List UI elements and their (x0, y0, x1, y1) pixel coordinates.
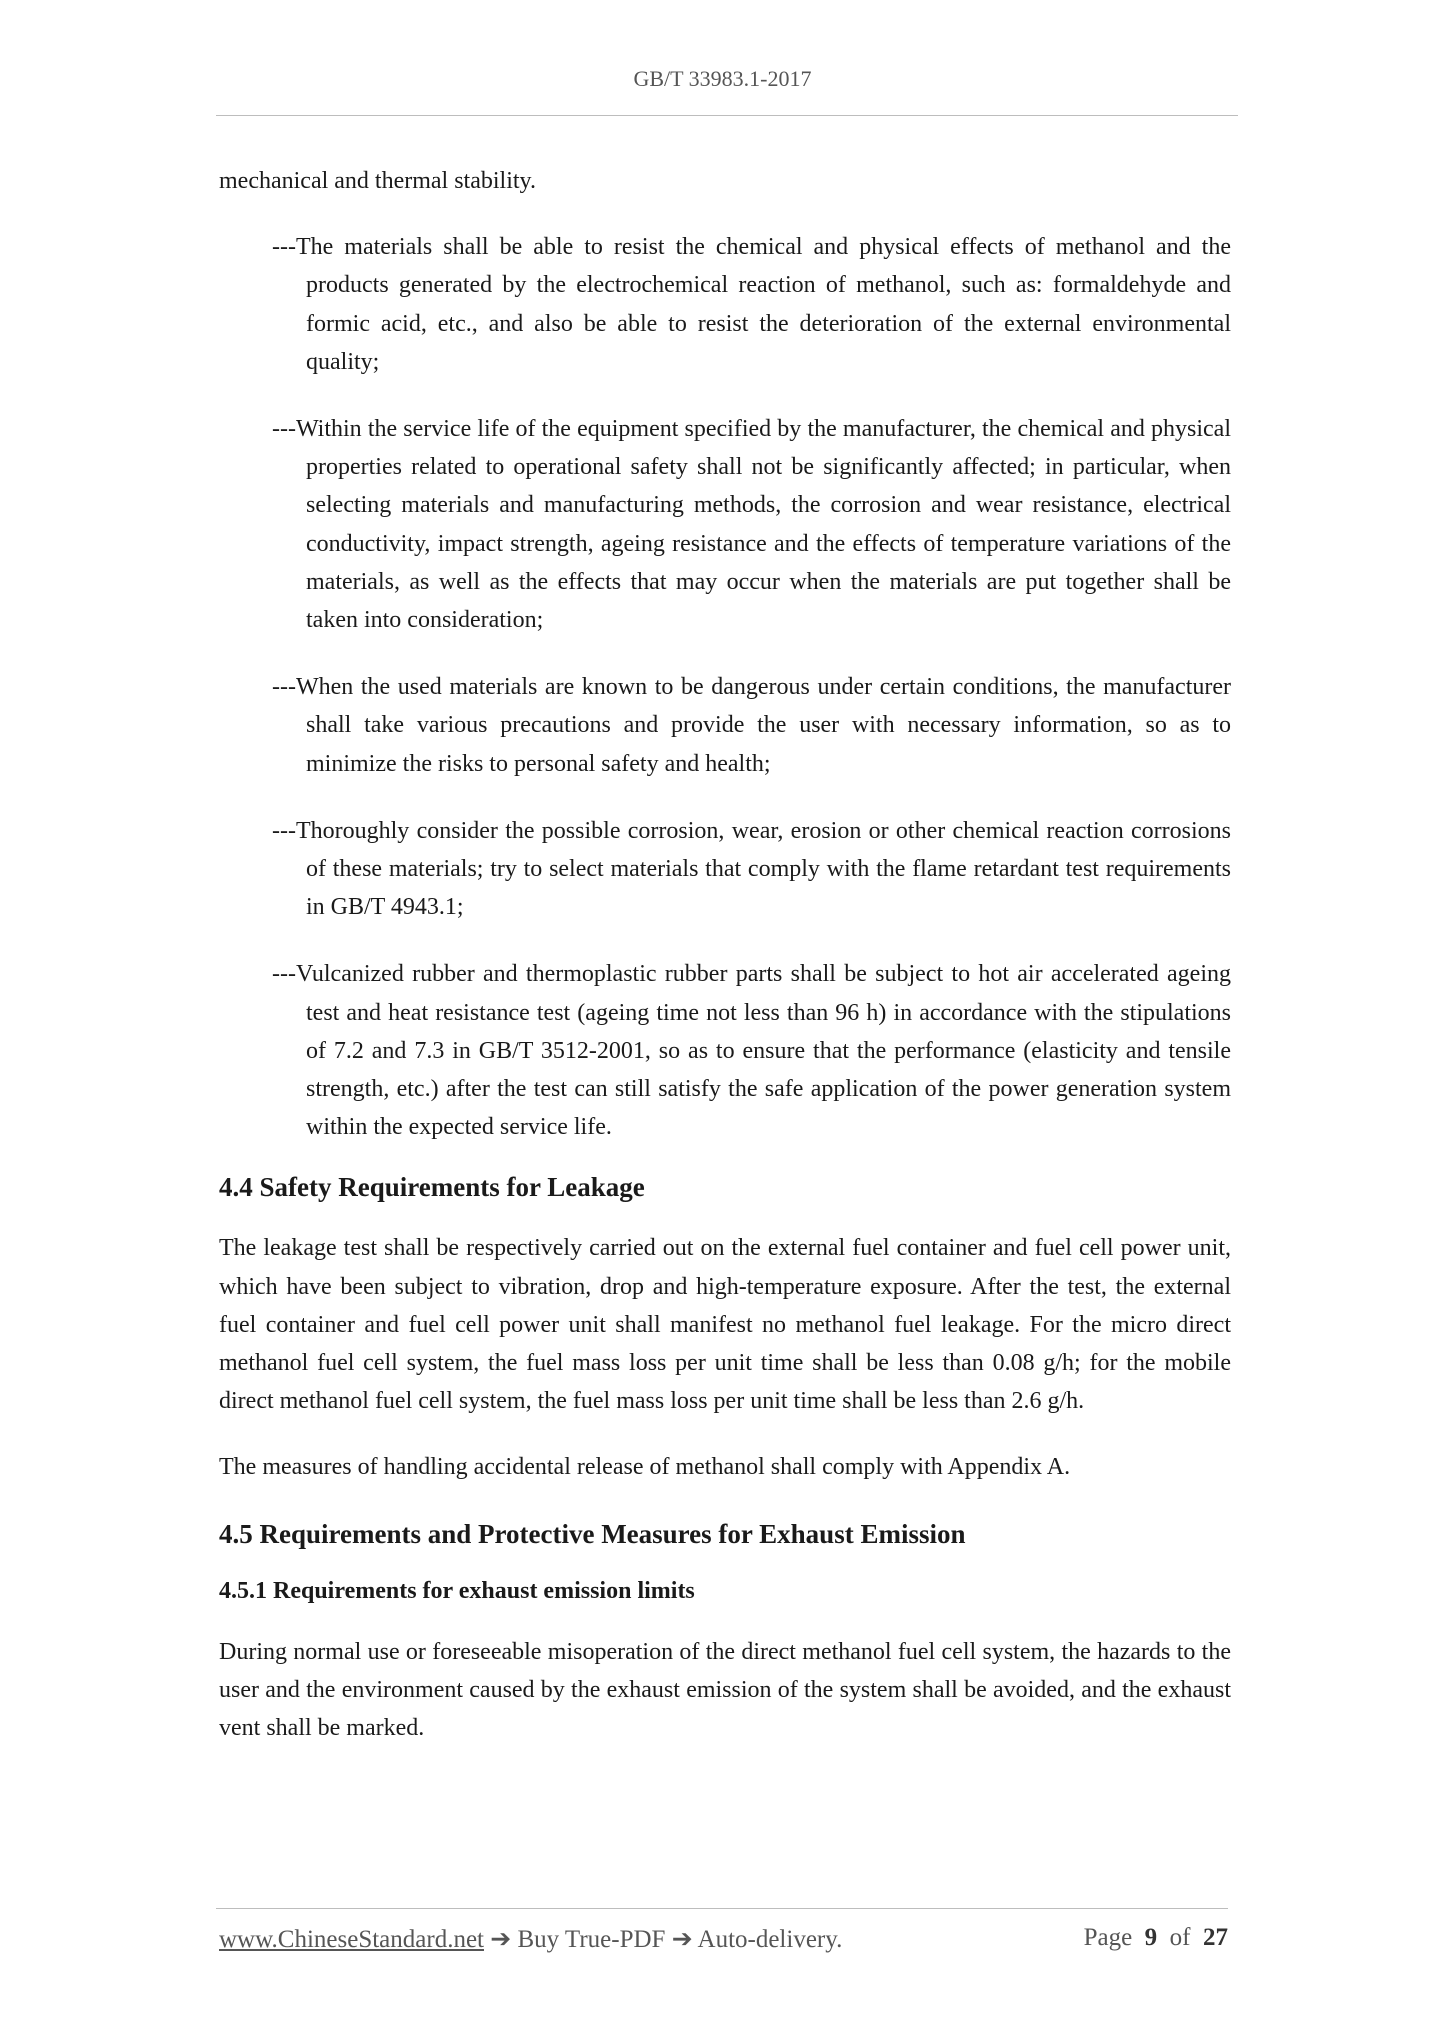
section-heading-4-4: 4.4 Safety Requirements for Leakage (219, 1172, 645, 1203)
list-item: ---Within the service life of the equipment specified by the manufacturer, the chemical and physical properties related to operational safety shall not be significantly affected; in particular, when selecting materials and manufacturing methods, the corrosion and wear resistance, electrical conductivity, impact strength, ageing resistance and the effects of temperature variations of the materials, as well as the effects that may occur when the materials are put together shall be taken into consideration; (272, 416, 1231, 634)
paragraph: The leakage test shall be respectively carried out on the external fuel container and fuel cell power unit, which have been subject to vibration, drop and high-temperature exposure. After the test, the external fuel container and fuel cell power unit shall manifest no methanol fuel leakage. For the micro direct methanol fuel cell system, the fuel mass loss per unit time shall be less than 0.08 g/h; for the mobile direct methanol fuel cell system, the fuel mass loss per unit time shall be less than 2.6 g/h. (219, 1235, 1231, 1415)
arrow-right-icon: ➔ (671, 1926, 693, 1953)
section-heading-4-5: 4.5 Requirements and Protective Measures for Exhaust Emission (219, 1518, 966, 1549)
list-item: ---When the used materials are known to be dangerous under certain conditions, the manufacturer shall take various precautions and provide the user with necessary information, so as to minimize the risks to personal safety and health; (272, 674, 1231, 777)
page-label: Page (1083, 1924, 1133, 1951)
list-item: ---Thoroughly consider the possible corrosion, wear, erosion or other chemical reaction corrosions of these materials; try to select materials that comply with the flame retardant test requirements in GB/T 4943.1; (272, 817, 1231, 921)
footer-promo (219, 1924, 842, 1954)
footer-divider (216, 1908, 1228, 1909)
total-pages: 27 (1203, 1924, 1228, 1951)
current-page: 9 (1144, 1924, 1158, 1951)
list-item: ---Vulcanized rubber and thermoplastic rubber parts shall be subject to hot air accelerated ageing test and heat resistance test (ageing time not less than 96 h) in accordance with the stipulations of 7.2 and 7.3 in GB/T 3512-2001, so as to ensure that the performance (elasticity and tensile strength, etc.) after the test can still satisfy the safe application of the power generation system within the expected service life. (272, 961, 1231, 1141)
site-link[interactable]: www.ChineseStandard.net (219, 1926, 484, 1953)
of-label: of (1169, 1924, 1191, 1951)
delivery-text: Auto-delivery. (697, 1926, 843, 1953)
buy-text: Buy True-PDF (517, 1926, 666, 1953)
arrow-right-icon: ➔ (490, 1926, 512, 1953)
subsection-heading-4-5-1: 4.5.1 Requirements for exhaust emission limits (219, 1577, 695, 1604)
document-id-header: GB/T 33983.1-2017 (633, 66, 812, 91)
paragraph: The measures of handling accidental release of methanol shall comply with Appendix A. (219, 1454, 1071, 1481)
continued-paragraph: mechanical and thermal stability. (219, 168, 536, 194)
list-item: ---The materials shall be able to resist the chemical and physical effects of methanol and the products generated by the electrochemical reaction of methanol, such as: formaldehyde and formic acid, etc., and also be able to resist the deterioration of the external environmental quality; (272, 234, 1231, 375)
page-content (219, 162, 1231, 1775)
header-divider (216, 115, 1238, 116)
paragraph: During normal use or foreseeable misoperation of the direct methanol fuel cell system, the hazards to the user and the environment caused by the exhaust emission of the system shall be avoided, and the exhaust vent shall be marked. (219, 1638, 1231, 1742)
page-number (1084, 1924, 1228, 1952)
